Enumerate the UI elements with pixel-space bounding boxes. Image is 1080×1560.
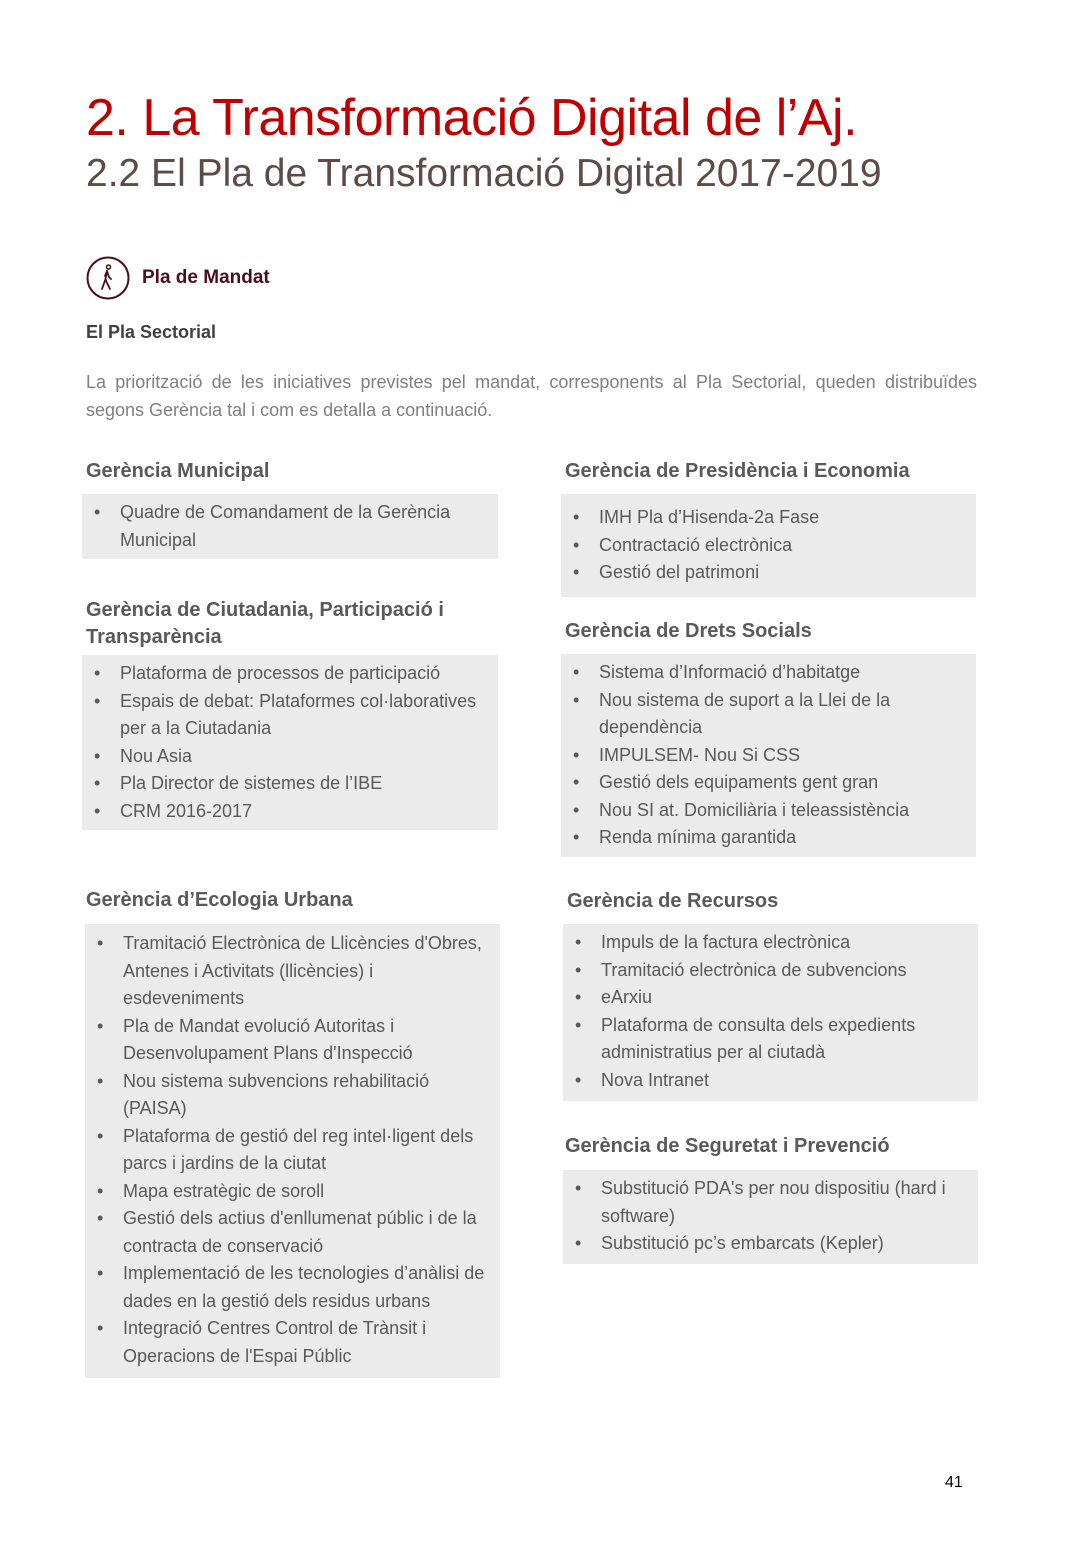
- list-item: • Nou Asia: [94, 743, 488, 771]
- list-item: • Gestió dels equipaments gent gran: [573, 769, 966, 797]
- list-item: • Tramitació Electrònica de Llicències d'Obres, Antenes i Activitats (llicències) i esdeveniments: [97, 930, 490, 1013]
- list-item: • IMH Pla d’Hisenda-2a Fase: [573, 504, 966, 532]
- section-box: [561, 654, 976, 857]
- section-box: [82, 494, 498, 559]
- section-title: Gerència de Drets Socials: [565, 620, 812, 642]
- list-item: • Nou SI at. Domiciliària i teleassistència: [573, 797, 966, 825]
- list-item: • Integració Centres Control de Trànsit i Operacions de l'Espai Públic: [97, 1315, 490, 1370]
- list-item: • Gestió dels actius d'enllumenat públic i de la contracta de conservació: [97, 1205, 490, 1260]
- section-gerencia-seguretat: [563, 1133, 978, 1264]
- list-item: • Nou sistema subvencions rehabilitació (PAISA): [97, 1068, 490, 1123]
- section-box: [563, 924, 978, 1101]
- list-item: • IMPULSEM- Nou Si CSS: [573, 742, 966, 770]
- section-gerencia-municipal: [82, 458, 498, 559]
- list-item: • Nou sistema de suport a la Llei de la dependència: [573, 687, 966, 742]
- section-title: Gerència de Presidència i Economia: [565, 460, 910, 482]
- section-gerencia-presidencia: [561, 458, 976, 597]
- section-title: Gerència d’Ecologia Urbana: [86, 889, 353, 911]
- list-item: • Espais de debat: Plataformes col·laboratives per a la Ciutadania: [94, 688, 488, 743]
- list-item: • Pla Director de sistemes de l’IBE: [94, 770, 488, 798]
- section-title: Gerència de Recursos: [567, 890, 779, 912]
- section-title: Gerència de Seguretat i Prevenció: [565, 1135, 890, 1157]
- list-item: • Plataforma de gestió del reg intel·ligent dels parcs i jardins de la ciutat: [97, 1123, 490, 1178]
- section-gerencia-recursos: [563, 888, 978, 1101]
- list-item: • Pla de Mandat evolució Autoritas i Desenvolupament Plans d'Inspecció: [97, 1013, 490, 1068]
- pla-de-mandat-label: Pla de Mandat: [142, 267, 270, 288]
- list-item: • Quadre de Comandament de la Gerència Municipal: [94, 499, 488, 554]
- list-item: • Plataforma de consulta dels expedients administratius per al ciutadà: [575, 1012, 968, 1067]
- list-item: • Plataforma de processos de participació: [94, 660, 488, 688]
- intro-paragraph: La priorització de les iniciatives previstes pel mandat, corresponents al Pla Sectorial, queden distribuïdes segons Gerència tal i com es detalla a continuació.: [86, 372, 977, 420]
- section-gerencia-drets-socials: [561, 618, 976, 857]
- list-item: • CRM 2016-2017: [94, 798, 488, 826]
- section-title: Gerència de Ciutadania, Participació i Transparència: [86, 599, 444, 648]
- walking-person-icon: [86, 256, 130, 300]
- list-item: • Mapa estratègic de soroll: [97, 1178, 490, 1206]
- list-item: • Gestió del patrimoni: [573, 559, 966, 587]
- list-item: • eArxiu: [575, 984, 968, 1012]
- list-item: • Implementació de les tecnologies d’anàlisi de dades en la gestió dels residus urbans: [97, 1260, 490, 1315]
- pla-sectorial-heading: El Pla Sectorial: [86, 322, 217, 342]
- section-box: [85, 924, 500, 1378]
- page-number: 41: [945, 1474, 963, 1491]
- page-subtitle: 2.2 El Pla de Transformació Digital 2017-2019: [86, 152, 882, 195]
- list-item: • Impuls de la factura electrònica: [575, 929, 968, 957]
- list-item: • Nova Intranet: [575, 1067, 968, 1095]
- list-item: • Renda mínima garantida: [573, 824, 966, 852]
- section-box: [82, 655, 498, 830]
- list-item: • Substitució pc’s embarcats (Kepler): [575, 1230, 968, 1258]
- section-box: [563, 1170, 978, 1264]
- pla-de-mandat-heading: [86, 256, 270, 300]
- section-gerencia-ciutadania: [82, 597, 498, 830]
- list-item: • Contractació electrònica: [573, 532, 966, 560]
- list-item: • Sistema d’Informació d’habitatge: [573, 659, 966, 687]
- list-item: • Tramitació electrònica de subvencions: [575, 957, 968, 985]
- section-title: Gerència Municipal: [86, 460, 270, 482]
- section-gerencia-ecologia-urbana: [85, 887, 500, 1378]
- section-box: [561, 494, 976, 597]
- list-item: • Substitució PDA's per nou dispositiu (hard i software): [575, 1175, 968, 1230]
- page-title: 2. La Transformació Digital de l’Aj.: [86, 89, 858, 147]
